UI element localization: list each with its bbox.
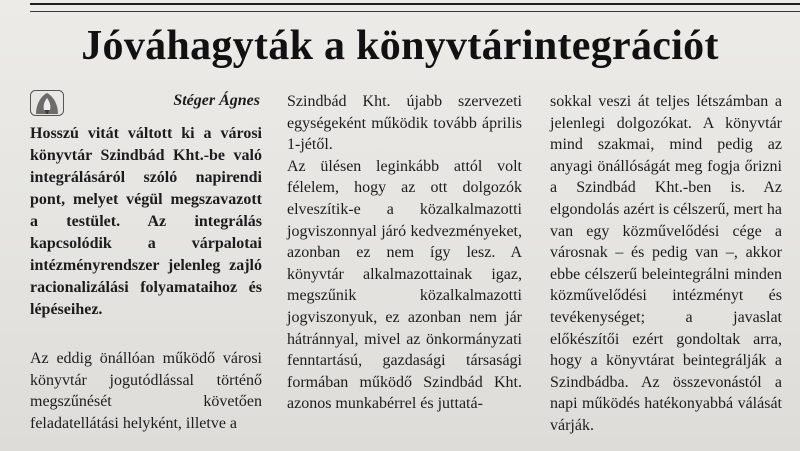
body-paragraph: Az ülésen leginkább attól volt félelem, hogy az ott dolgozók elveszítik-e a közalkalmazotti jogviszonnyal járó kedvezményeket, azonban ez nem így lesz. A könyvtár alkalmazottainak igaz, megszűnik közalkalmazotti jogviszonyuk, ez azonban nem jár hátránnyal, mivel az önkormányzati fenntartású, gazdasági társasági formában működő Szindbád Kht. azonos munkabérrel és juttatá- (287, 157, 522, 413)
lead-paragraph: Hosszú vitát váltott ki a városi könyvtár Szindbád Kht.-be való integrálásáról szóló napirendi pont, melyet végül megszavazott a testület. Az integrálás kapcsolódik a várpalotai intézményrendszer jelenleg zajló racionalizálási folyamataihoz és lépéseihez. (30, 125, 262, 318)
flame-torch-icon (30, 90, 64, 116)
body-paragraph: Az eddig önállóan működő városi könyvtár jogutódlással történő megszűnését követően feladatellátási helyként, illetve a (30, 350, 262, 432)
column-1-body (30, 348, 262, 434)
column-2 (287, 91, 522, 415)
author-byline: Stéger Ágnes (173, 92, 260, 109)
article-lead (30, 123, 262, 321)
header-rule (30, 3, 800, 12)
article-headline: Jóváhagyták a könyvtárintegrációt (81, 23, 719, 69)
body-paragraph: Szindbád Kht. újabb szervezeti egységeként működik tovább április 1-jétől. (287, 93, 522, 154)
body-paragraph: sokkal veszi át teljes létszámban a jelenlegi dolgozókat. A könyvtár mind szakmai, mind pedig az anyagi önállóságát meg fogja őrizni a Szindbád Kht.-ben is. Az elgondolás azért is célszerű, mert ha van egy közművelődési cége a városnak – és pedig van –, akkor ebbe célszerű beleintegrálni minden közművelődési intézményt és tevékenységet; a javaslat előkészítői ezért gondoltak arra, hogy a könyvtárat beintegrálják a Szindbádba. Az összevonástól a napi működés hatékonyabbá válását várják. (550, 93, 782, 434)
column-3 (550, 91, 782, 437)
